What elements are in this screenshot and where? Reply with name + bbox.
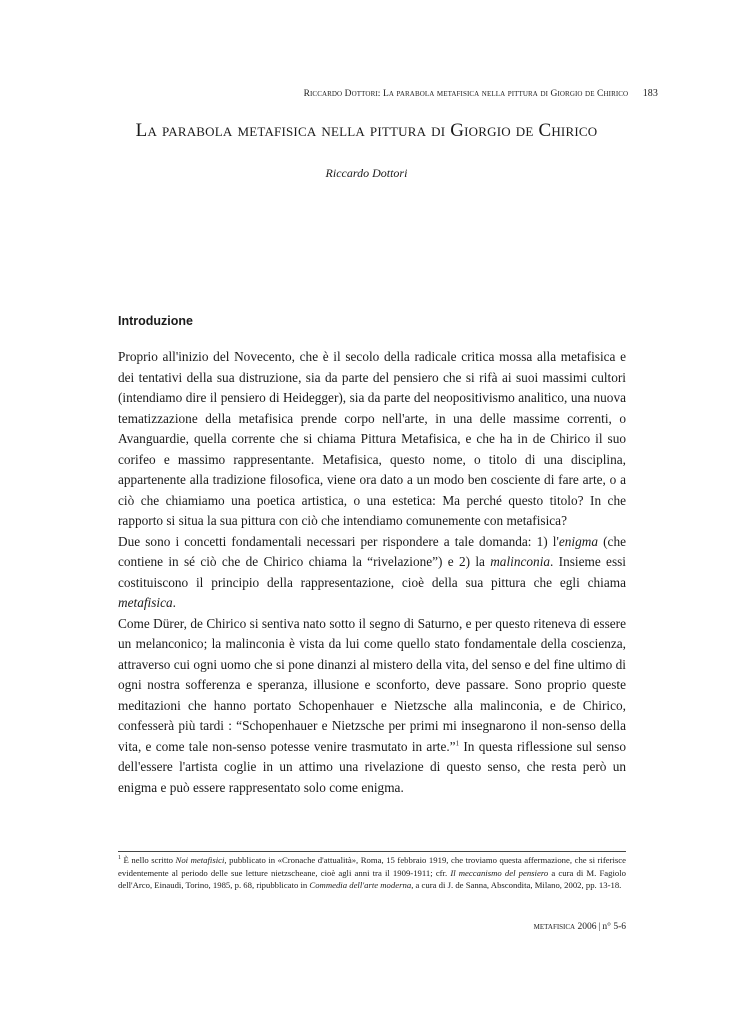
- paragraph-2: [118, 532, 626, 614]
- p2-malinconia: malinconia: [490, 554, 551, 569]
- body-text: [118, 347, 626, 798]
- footnote-text-c: a cura di M. Fagiolo dell'Arco, Einaudi, Torino, 1985, p. 68, ripubblicato in: [118, 867, 626, 890]
- footnote-divider: [118, 851, 626, 852]
- p2-enigma: enigma: [558, 533, 599, 549]
- footnote-title-2: Il meccanismo del pensiero: [450, 867, 549, 878]
- running-title: Riccardo Dottori: La parabola metafisica nella pittura di Giorgio de Chirico: [303, 89, 629, 99]
- footnote-text-a: È nello scritto: [121, 855, 176, 865]
- footer-separator: |: [598, 922, 601, 932]
- p3-text-a: Come Dürer, de Chirico si sentiva nato sotto il segno di Saturno, e per questo riteneva di essere un melanconico; la malinconia è vista da lui come quello stato fondamentale della coscienza, attraverso cui ogni uomo che si pone dinanzi al mistero della vita, del senso e del fine ultimo di ogni nostra sofferenza e speranza, illusione e sconforto, deve passare. Sono proprio queste meditazioni che hanno portato Schopenhauer e Nietzsche alla malinconia, e de Chirico, confesserà più tardi : “Schopenhauer e Nietzsche per primi mi insegnarono il non-senso della vita, e come tale non-senso potesse venire trasmutato in arte.”: [118, 615, 626, 754]
- footnote-title-1: Noi metafisici: [175, 855, 225, 865]
- page-footer: [118, 922, 626, 932]
- journal-issue: n° 5-6: [602, 922, 626, 932]
- p2-text-b: (che contiene in sé ciò che de Chirico chiama la “rivelazione”) e 2) la: [118, 533, 626, 569]
- p2-text-c: . Insieme essi costituiscono il principio della rappresentazione, cioè della sua pittura che egli chiama: [118, 554, 626, 590]
- running-header: [118, 88, 658, 99]
- footnote-text-b: , pubblicato in «Cronache d'attualità», Roma, 15 febbraio 1919, che troviamo questa affermazione, che si riferisce evidentemente al periodo delle sue letture nietzscheane, cioè agli anni tra il 1909-1911; cfr.: [118, 855, 626, 878]
- p2-metafisica: metafisica: [118, 595, 173, 610]
- section-heading: Introduzione: [118, 314, 193, 328]
- p2-text-d: .: [172, 595, 176, 610]
- footnote-title-3: Commedia dell'arte moderna: [309, 880, 412, 890]
- article-title: La parabola metafisica nella pittura di Giorgio de Chirico: [135, 120, 598, 141]
- footnote-text-d: , a cura di J. de Sanna, Abscondita, Milano, 2002, pp. 13-18.: [411, 880, 622, 890]
- article-author: Riccardo Dottori: [325, 166, 408, 180]
- page-number: 183: [642, 88, 658, 99]
- journal-name: metafisica: [533, 922, 576, 932]
- paragraph-3: [118, 614, 626, 799]
- footnote: [118, 854, 626, 892]
- paragraph-1: Proprio all'inizio del Novecento, che è il secolo della radicale critica mossa alla metafisica e dei tentativi della sua distruzione, sia da parte del pensiero che si rifà ai suoi massimi cultori (intendiamo dire il pensiero di Heidegger), sia da parte del neopositivismo analitico, una nuova tematizzazione della metafisica prende corpo nell'arte, in una delle massime correnti, o Avanguardie, quella corrente che si chiama Pittura Metafisica, e che ha in de Chirico il suo corifeo e massimo rappresentante. Metafisica, questo nome, o titolo di una disciplina, appartenente alla tradizione filosofica, viene ora dato a un modo ben cosciente di fare arte, o a ciò che chiamiamo una poetica artistica, o una estetica: Ma perché questo titolo? In che rapporto si situa la sua pittura con ciò che intendiamo comunemente con metafisica?: [118, 349, 626, 528]
- footnote-reference[interactable]: 1: [455, 739, 460, 748]
- footnote-number: 1: [118, 855, 121, 862]
- p3-text-b: In questa riflessione sul senso dell'essere l'artista coglie in un attimo una rivelazione di questo senso, che resta però un enigma e può essere rappresentato solo come enigma.: [118, 738, 626, 795]
- journal-year: 2006: [577, 922, 597, 932]
- p2-text-a: Due sono i concetti fondamentali necessari per rispondere a tale domanda: 1) l': [118, 533, 559, 549]
